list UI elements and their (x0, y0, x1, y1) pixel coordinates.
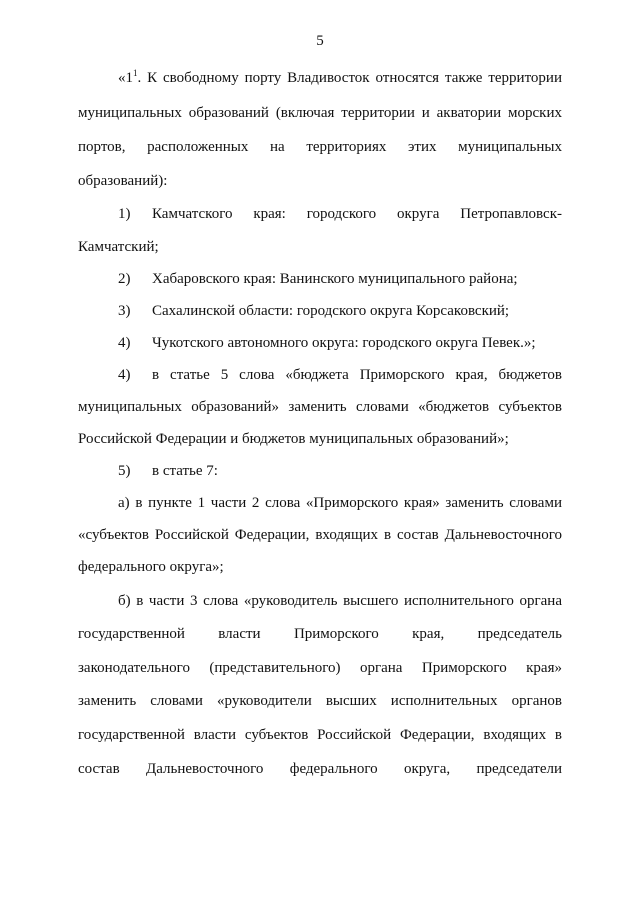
list-item-text: в статье 7: (152, 463, 218, 479)
subitem-b-line-5: государственной власти субъектов Российской Федерации, входящих в (78, 727, 562, 743)
paragraph-1-line-1-rest: . К свободному порту Владивосток относятся также территории (137, 70, 562, 86)
page-number: 5 (316, 33, 324, 49)
subitem-b-line-1: б) в части 3 слова «руководитель высшего исполнительного органа (118, 593, 562, 609)
subitem-a-line-1: а) в пункте 1 части 2 слова «Приморского края» заменить словами (118, 495, 562, 511)
subitem-b-line-6: состав Дальневосточного федерального округа, председатели (78, 761, 562, 777)
list-item-number: 4) (118, 367, 131, 383)
list-item-text-continued: Российской Федерации и бюджетов муниципальных образований»; (78, 431, 509, 447)
list-item-number: 4) (118, 335, 131, 351)
list-item-number: 1) (118, 206, 131, 222)
list-item-text: Камчатского края: городского округа Петропавловск- (152, 206, 562, 222)
subitem-a-line-3: федерального округа»; (78, 559, 224, 575)
list-item-text: Чукотского автономного округа: городского округа Певек.»; (152, 335, 536, 351)
paragraph-1-line-1 (118, 69, 562, 87)
subitem-b-line-2: государственной власти Приморского края, председатель (78, 626, 562, 642)
list-item-text: в статье 5 слова «бюджета Приморского края, бюджетов (152, 367, 562, 383)
subitem-a-line-2: «субъектов Российской Федерации, входящих в состав Дальневосточного (78, 527, 562, 543)
list-item-text-continued: Камчатский; (78, 239, 159, 255)
paragraph-1-line-4: образований): (78, 173, 168, 189)
list-item-text: Сахалинской области: городского округа Корсаковский; (152, 303, 510, 319)
list-item-text-continued: муниципальных образований» заменить словами «бюджетов субъектов (78, 399, 562, 415)
list-item-number: 2) (118, 271, 131, 287)
list-item-number: 3) (118, 303, 131, 319)
list-item-number: 5) (118, 463, 131, 479)
subitem-b-line-3: законодательного (представительного) органа Приморского края» (78, 660, 562, 676)
paragraph-1-line-2: муниципальных образований (включая территории и акватории морских (78, 105, 562, 121)
superscript: 1 (133, 68, 138, 78)
paragraph-1-line-3: портов, расположенных на территориях этих муниципальных (78, 139, 562, 155)
quote-open: «1 (118, 70, 133, 86)
list-item-text: Хабаровского края: Ванинского муниципального района; (152, 271, 518, 287)
subitem-b-line-4: заменить словами «руководители высших исполнительных органов (78, 693, 562, 709)
